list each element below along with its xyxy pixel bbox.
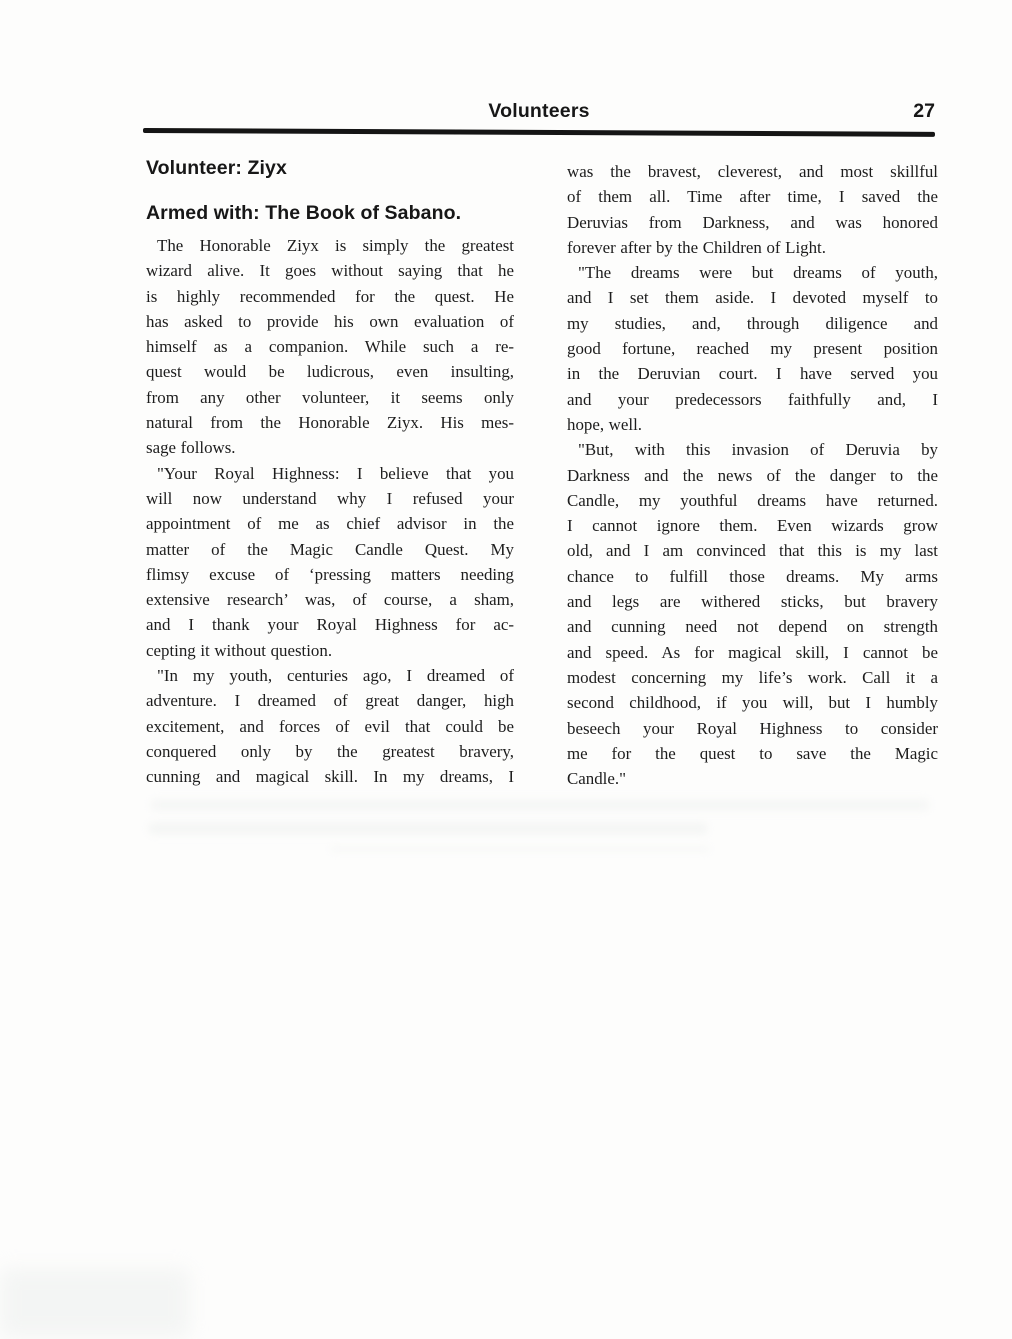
- text-line: "Your Royal Highness: I believe that you: [157, 463, 514, 483]
- paragraph: [567, 260, 938, 437]
- text-line: wizard alive. It goes without saying that he: [146, 261, 514, 281]
- text-line: Deruvias from Darkness, and was honored: [567, 212, 938, 232]
- text-line: and cunning need not depend on strength: [567, 617, 938, 637]
- text-line: from any other volunteer, it seems only: [146, 387, 514, 407]
- text-line: me for the quest to save the Magic: [567, 743, 938, 763]
- paragraph: [146, 663, 514, 789]
- text-line: and legs are withered sticks, but bravery: [567, 592, 938, 612]
- paragraph: [146, 233, 514, 461]
- left-column: [146, 233, 514, 790]
- heading-armed-with: Armed with: The Book of Sabano.: [146, 202, 462, 224]
- text-line: second childhood, if you will, but I humbly: [567, 693, 938, 713]
- text-line: modest concerning my life’s work. Call it a: [567, 667, 938, 687]
- paragraph: [146, 461, 514, 663]
- text-line: has asked to provide his own evaluation of: [146, 311, 514, 331]
- text-line: "In my youth, centuries ago, I dreamed of: [157, 666, 514, 686]
- text-line: Darkness and the news of the danger to the: [567, 465, 938, 485]
- text-line: and speed. As for magical skill, I cannot be: [567, 642, 938, 662]
- text-line: appointment of me as chief advisor in the: [146, 514, 514, 534]
- text-line: sage follows.: [146, 438, 236, 458]
- text-line: excitement, and forces of evil that could be: [146, 716, 514, 736]
- text-line: "The dreams were but dreams of youth,: [578, 263, 938, 283]
- text-line: cepting it without question.: [146, 640, 333, 660]
- text-line: matter of the Magic Candle Quest. My: [146, 539, 514, 559]
- text-line: good fortune, reached my present position: [567, 339, 938, 359]
- text-line: Candle.": [567, 769, 626, 789]
- page-number: 27: [913, 100, 935, 122]
- text-line: natural from the Honorable Ziyx. His mes-: [146, 413, 514, 433]
- header-rule: [143, 128, 935, 136]
- page-header-title: Volunteers: [488, 100, 590, 122]
- text-line: chance to fulfill those dreams. My arms: [567, 566, 938, 586]
- text-line: beseech your Royal Highness to consider: [567, 718, 938, 738]
- text-line: Candle, my youthful dreams have returned.: [567, 490, 938, 510]
- scan-artifact: [150, 799, 930, 811]
- text-line: and I set them aside. I devoted myself to: [567, 288, 938, 308]
- heading-volunteer-name: Volunteer: Ziyx: [146, 157, 287, 179]
- text-line: extensive research’ was, of course, a sham,: [146, 590, 514, 610]
- text-line: The Honorable Ziyx is simply the greatest: [157, 236, 514, 255]
- text-line: cunning and magical skill. In my dreams, I: [146, 767, 514, 787]
- scan-artifact: [330, 846, 710, 852]
- text-line: adventure. I dreamed of great danger, high: [146, 691, 514, 711]
- text-line: hope, well.: [567, 414, 642, 434]
- text-line: flimsy excuse of ‘pressing matters needing: [146, 564, 514, 584]
- text-line: and your predecessors faithfully and, I: [567, 389, 938, 409]
- text-line: "But, with this invasion of Deruvia by: [578, 440, 938, 460]
- text-line: forever after by the Children of Light.: [567, 237, 826, 257]
- text-line: old, and I am convinced that this is my last: [567, 541, 938, 561]
- right-column: [567, 159, 938, 791]
- text-line: and I thank your Royal Highness for ac-: [146, 615, 514, 635]
- text-line: was the bravest, cleverest, and most skillful: [567, 162, 938, 181]
- text-line: I cannot ignore them. Even wizards grow: [567, 516, 938, 536]
- text-line: himself as a companion. While such a re-: [146, 337, 514, 357]
- text-line: of them all. Time after time, I saved the: [567, 187, 938, 207]
- scan-artifact: [0, 1268, 190, 1338]
- text-line: in the Deruvian court. I have served you: [567, 364, 938, 384]
- text-line: quest would be ludicrous, even insulting,: [146, 362, 514, 382]
- paragraph: [567, 437, 938, 791]
- text-line: is highly recommended for the quest. He: [146, 286, 514, 306]
- scan-artifact: [148, 822, 708, 835]
- text-line: my studies, and, through diligence and: [567, 313, 938, 333]
- paragraph: [567, 159, 938, 260]
- text-line: conquered only by the greatest bravery,: [146, 741, 514, 761]
- text-line: will now understand why I refused your: [146, 488, 514, 508]
